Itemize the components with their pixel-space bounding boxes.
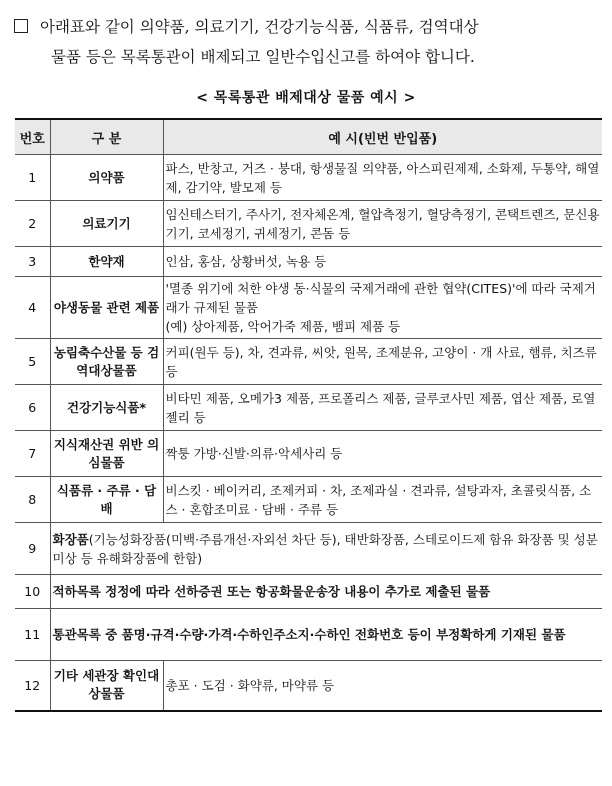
row-span-content (50, 609, 602, 661)
row-examples: 파스, 반창고, 거즈 · 붕대, 항생물질 의약품, 아스피린제제, 소화제, 두통약, 해열제, 감기약, 발모제 등 (163, 155, 602, 201)
row-number: 9 (15, 523, 50, 575)
table-row (15, 477, 602, 523)
row-examples: '멸종 위기에 처한 야생 동·식물의 국제거래에 관한 협약(CITES)'에 따라 국제거래가 규제된 물품 (예) 상아제품, 악어가죽 제품, 뱀피 제품 등 (163, 277, 602, 339)
row-category: 건강기능식품* (50, 385, 163, 431)
header-category: 구 분 (50, 119, 163, 155)
table-row (15, 523, 602, 575)
table-row (15, 247, 602, 277)
row-category: 한약재 (50, 247, 163, 277)
row-examples: 비타민 제품, 오메가3 제품, 프로폴리스 제품, 글루코사민 제품, 엽산 제품, 로열젤리 등 (163, 385, 602, 431)
row-number: 1 (15, 155, 50, 201)
row-examples: 커피(원두 등), 차, 견과류, 씨앗, 원목, 조제분유, 고양이 · 개 사료, 햄류, 치즈류 등 (163, 339, 602, 385)
table-caption: < 목록통관 배제대상 물품 예시 > (196, 90, 416, 106)
table-row (15, 155, 602, 201)
row-number: 7 (15, 431, 50, 477)
row-category: 농림축수산물 등 검역대상물품 (50, 339, 163, 385)
table-row (15, 609, 602, 661)
row-number: 5 (15, 339, 50, 385)
row-category: 지식재산권 위반 의심물품 (50, 431, 163, 477)
checkbox-square-icon (14, 19, 28, 33)
table-row (15, 575, 602, 609)
row-number: 12 (15, 661, 50, 711)
table-row (15, 339, 602, 385)
row-bold-label: 적하목록 정정에 따라 선하증권 또는 항공화물운송장 내용이 추가로 제출된 물품 (52, 584, 491, 599)
row-category: 기타 세관장 확인대상물품 (50, 661, 163, 711)
row-bold-label: 화장품 (52, 531, 89, 547)
row-bold-label: 통관목록 중 품명·규격·수량·가격·수하인주소지·수하인 전화번호 등이 부정확하게 기재된 물품 (52, 627, 566, 642)
row-number: 2 (15, 201, 50, 247)
row-number: 11 (15, 609, 50, 661)
row-category: 식품류 · 주류 · 담배 (50, 477, 163, 523)
row-category: 의료기기 (50, 201, 163, 247)
intro-line-2: 물품 등은 목록통관이 배제되고 일반수입신고를 하여야 합니다. (51, 48, 475, 66)
row-examples: 비스킷 · 베이커리, 조제커피 · 차, 조제과실 · 견과류, 설탕과자, 초콜릿식품, 소스 · 혼합조미료 · 담배 · 주류 등 (163, 477, 602, 523)
row-number: 4 (15, 277, 50, 339)
table-row (15, 385, 602, 431)
row-category: 의약품 (50, 155, 163, 201)
row-detail-text: (기능성화장품(미백·주름개선·자외선 차단 등), 태반화장품, 스테로이드제 함유 화장품 및 성분 미상 등 유해화장품에 한함) (52, 531, 598, 566)
header-number: 번호 (15, 119, 50, 155)
row-examples: 인삼, 홍삼, 상황버섯, 녹용 등 (163, 247, 602, 277)
row-number: 10 (15, 575, 50, 609)
table-row (15, 431, 602, 477)
table-header-row (15, 119, 602, 155)
table-row (15, 661, 602, 711)
row-category: 야생동물 관련 제품 (50, 277, 163, 339)
intro-paragraph (14, 12, 604, 72)
row-examples: 임신테스터기, 주사기, 전자체온계, 혈압측정기, 혈당측정기, 콘택트렌즈, 문신용기기, 코세정기, 귀세정기, 콘돔 등 (163, 201, 602, 247)
exclusion-table (15, 118, 602, 712)
header-examples: 예 시(빈번 반입품) (163, 119, 602, 155)
row-number: 8 (15, 477, 50, 523)
table-row (15, 277, 602, 339)
row-span-content (50, 575, 602, 609)
row-span-content (50, 523, 602, 575)
row-number: 6 (15, 385, 50, 431)
row-examples: 짝퉁 가방·신발·의류·악세사리 등 (163, 431, 602, 477)
intro-line-1: 아래표와 같이 의약품, 의료기기, 건강기능식품, 식품류, 검역대상 (14, 12, 604, 42)
table-row (15, 201, 602, 247)
row-number: 3 (15, 247, 50, 277)
row-examples: 총포 · 도검 · 화약류, 마약류 등 (163, 661, 602, 711)
